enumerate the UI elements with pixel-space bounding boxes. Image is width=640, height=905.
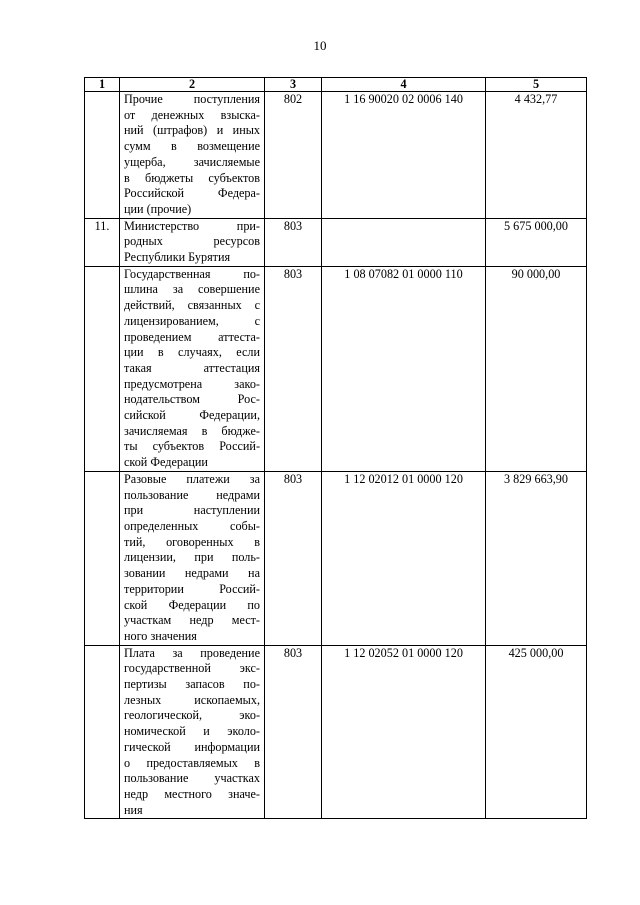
budget-classification-code-cell: 1 08 07082 01 0000 110	[322, 266, 486, 471]
revenue-name-line: гической информации	[124, 739, 260, 754]
revenue-name-line: о предоставляемых в	[124, 755, 260, 770]
revenue-name-line: определенных собы-	[124, 518, 260, 533]
revenue-name-line: от денежных взыска-	[124, 107, 260, 122]
revenue-name-line: ного значения	[124, 628, 197, 643]
revenue-name-line: пользование недрами	[124, 487, 260, 502]
row-number-cell	[85, 266, 120, 471]
amount-cell: 5 675 000,00	[486, 218, 587, 266]
budget-classification-code-cell: 1 12 02012 01 0000 120	[322, 471, 486, 645]
revenue-name-line: ции (прочие)	[124, 201, 192, 216]
revenue-name-line: ния	[124, 802, 143, 817]
budget-classification-code-cell	[322, 218, 486, 266]
revenue-name-line: сийской Федерации,	[124, 408, 260, 423]
page-number: 10	[313, 38, 327, 53]
revenue-name-line: Министерство при-	[124, 218, 260, 233]
revenue-name-line: при наступлении	[124, 503, 260, 518]
revenue-name-cell	[120, 266, 265, 471]
revenue-name-cell	[120, 645, 265, 819]
revenue-name-line: проведением аттеста-	[124, 329, 260, 344]
revenue-name-line: сумм в возмещение	[124, 139, 260, 154]
revenue-name-line: зачисляемая в бюдже-	[124, 423, 260, 438]
revenue-name-line: территории Россий-	[124, 581, 260, 596]
row-number-cell	[85, 645, 120, 819]
revenue-name-line: Разовые платежи за	[124, 471, 260, 486]
revenue-name-line: участкам недр мест-	[124, 613, 260, 628]
column-header-4: 4	[322, 78, 486, 92]
revenue-name-line: предусмотрена зако-	[124, 376, 260, 391]
revenue-name-line: в бюджеты субъектов	[124, 170, 260, 185]
row-number-cell	[85, 471, 120, 645]
revenue-name-line: пользование участках	[124, 771, 260, 786]
budget-classification-code-cell: 1 12 02052 01 0000 120	[322, 645, 486, 819]
administrator-code-cell: 803	[265, 266, 322, 471]
revenue-name-line: государственной экс-	[124, 661, 260, 676]
revenue-name-line: Российской Федера-	[124, 186, 260, 201]
revenue-name-line: недр местного значе-	[124, 786, 260, 801]
table-body	[85, 92, 587, 819]
revenue-name-cell	[120, 218, 265, 266]
revenue-name-line: действий, связанных с	[124, 298, 260, 313]
revenue-name-line: зовании недрами на	[124, 566, 260, 581]
table-row	[85, 92, 587, 219]
table-row	[85, 266, 587, 471]
row-number-cell: 11.	[85, 218, 120, 266]
administrator-code-cell: 803	[265, 645, 322, 819]
revenue-name-line: родных ресурсов	[124, 234, 260, 249]
amount-cell: 425 000,00	[486, 645, 587, 819]
revenue-name-line: ущерба, зачисляемые	[124, 154, 260, 169]
revenue-name-line: лезных ископаемых,	[124, 692, 260, 707]
administrator-code-cell: 802	[265, 92, 322, 219]
revenue-name-line: Государственная по-	[124, 266, 260, 281]
amount-cell: 3 829 663,90	[486, 471, 587, 645]
revenue-name-line: ции в случаях, если	[124, 345, 260, 360]
column-header-1: 1	[85, 78, 120, 92]
column-header-3: 3	[265, 78, 322, 92]
revenue-name-line: геологической, эко-	[124, 708, 260, 723]
table-row	[85, 471, 587, 645]
revenue-name-line: шлина за совершение	[124, 282, 260, 297]
amount-cell: 4 432,77	[486, 92, 587, 219]
revenue-name-line: ской Федерации по	[124, 597, 260, 612]
revenue-name-line: ний (штрафов) и иных	[124, 123, 260, 138]
administrator-code-cell: 803	[265, 471, 322, 645]
revenue-name-line: лицензии, при поль-	[124, 550, 260, 565]
revenue-table	[84, 77, 587, 819]
revenue-name-line: Плата за проведение	[124, 645, 260, 660]
table-row	[85, 218, 587, 266]
revenue-name-line: номической и эколо-	[124, 724, 260, 739]
administrator-code-cell: 803	[265, 218, 322, 266]
revenue-name-line: Прочие поступления	[124, 92, 260, 106]
revenue-name-line: ты субъектов Россий-	[124, 439, 260, 454]
table-row	[85, 645, 587, 819]
table-header-row	[85, 78, 587, 92]
column-header-2: 2	[120, 78, 265, 92]
amount-cell: 90 000,00	[486, 266, 587, 471]
revenue-name-line: ской Федерации	[124, 455, 208, 470]
column-header-5: 5	[486, 78, 587, 92]
revenue-name-line: тий, оговоренных в	[124, 534, 260, 549]
revenue-name-line: нодательством Рос-	[124, 392, 260, 407]
row-number-cell	[85, 92, 120, 219]
revenue-name-line: лицензированием, с	[124, 313, 260, 328]
revenue-name-cell	[120, 471, 265, 645]
revenue-name-line: такая аттестация	[124, 360, 260, 375]
revenue-name-cell	[120, 92, 265, 219]
revenue-name-line: пертизы запасов по-	[124, 677, 260, 692]
budget-classification-code-cell: 1 16 90020 02 0006 140	[322, 92, 486, 219]
revenue-name-line: Республики Бурятия	[124, 250, 231, 265]
